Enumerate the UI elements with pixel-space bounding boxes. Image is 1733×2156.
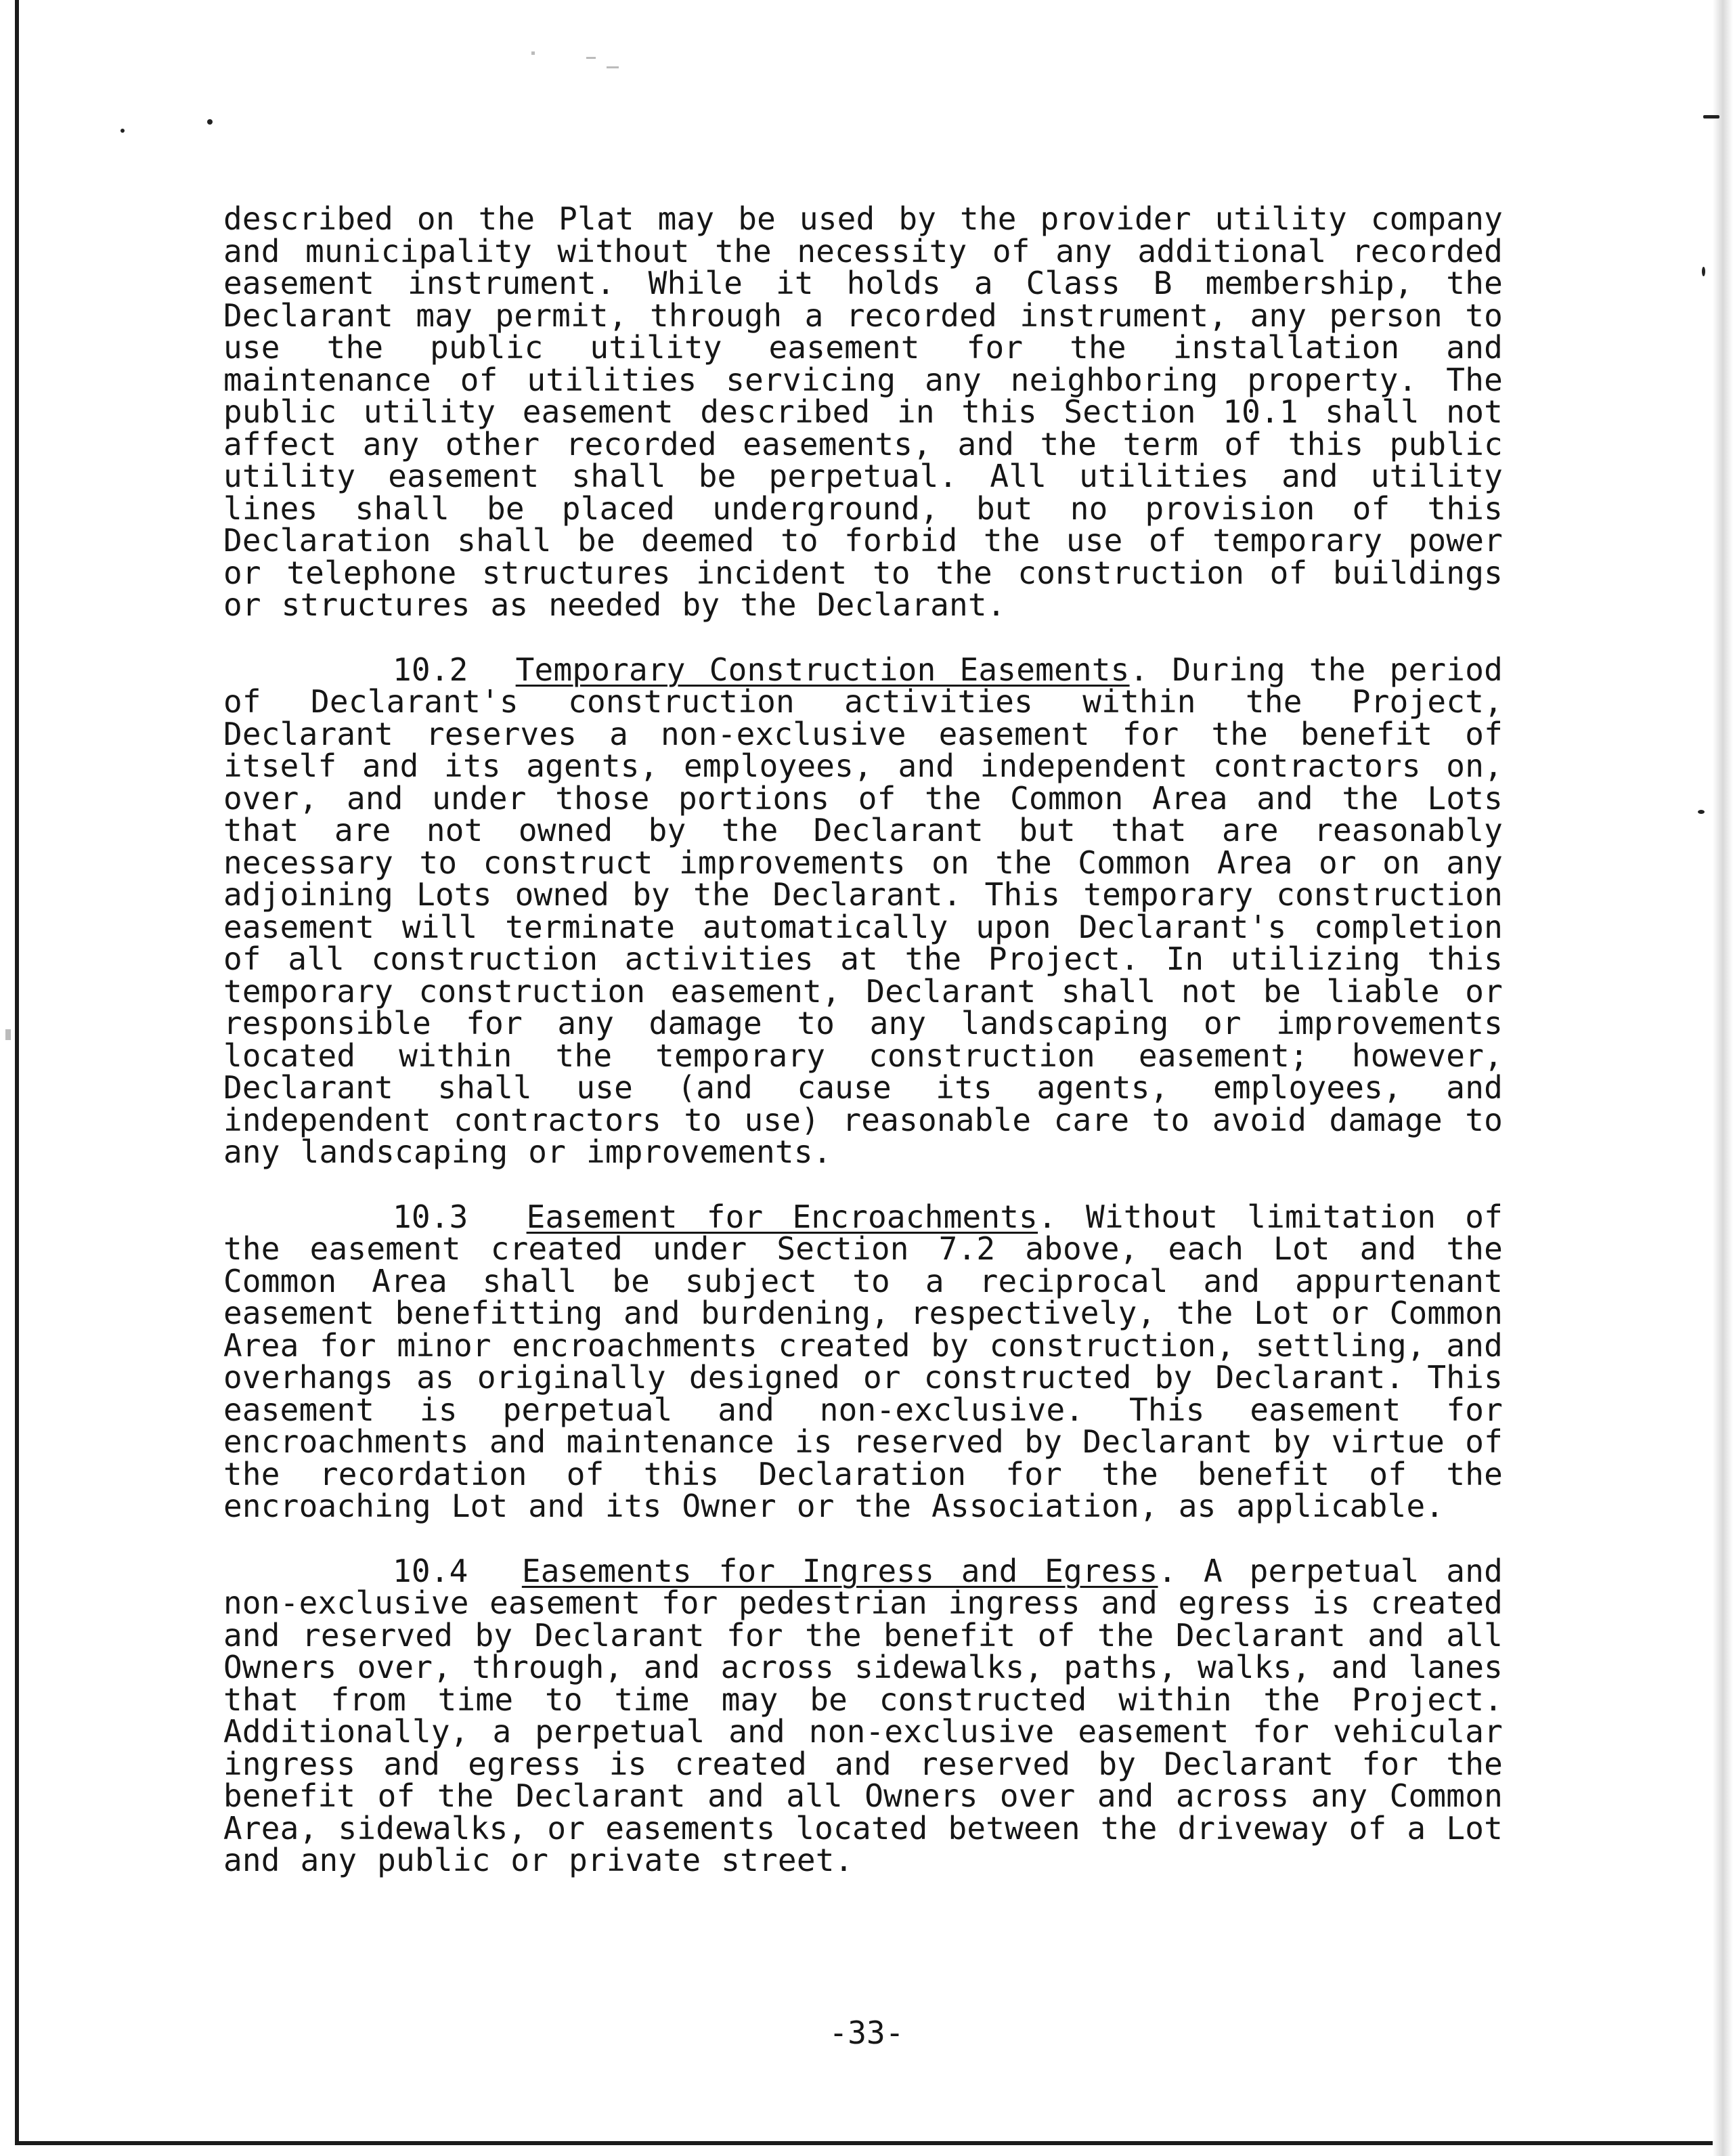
scan-mark xyxy=(586,57,596,59)
section-heading: Easements for Ingress and Egress xyxy=(521,1552,1158,1589)
section-heading: Easement for Encroachments xyxy=(526,1198,1038,1235)
scan-speck xyxy=(1703,115,1719,118)
section-number: 10.4 xyxy=(393,1552,468,1589)
section-number: 10.2 xyxy=(393,651,468,688)
section-10-3 xyxy=(223,1198,1503,1524)
scan-mark xyxy=(607,66,619,68)
section-heading: Temporary Construction Easements xyxy=(515,651,1130,688)
document-page xyxy=(223,200,1503,1878)
section-body: . During the period of Declarant's construction activities within the Project, Declarant reserves a non-exclusive easement for the benefit of itself and its agents, employees, and independent contractors on, over, and under those portions of the Common Area and the Lots that are not owned by the Declarant but that are reasonably necessary to construct improvements on the Common Area or on any adjoining Lots owned by the Declarant. This temporary construction easement will terminate automatically upon Declarant's completion of all construction activities at the Project. In utilizing this temporary construction easement, Declarant shall not be liable or responsible for any damage to any landscaping or improvements located within the temporary construction easement; however, Declarant shall use (and cause its agents, employees, and independent contractors to use) reasonable care to avoid damage to any landscaping or improvements. xyxy=(223,651,1503,1170)
scan-speck xyxy=(207,119,213,125)
page-number: -33- xyxy=(829,2014,904,2051)
intro-paragraph: described on the Plat may be used by the provider utility company and municipality without the necessity of any additional recorded easement instrument. While it holds a Class B membership, the Declarant may permit, through a recorded instrument, any person to use the public utility easement for the installation and maintenance of utilities servicing any neighboring property. The public utility easement described in this Section 10.1 shall not affect any other recorded easements, and the term of this public utility easement shall be perpetual. All utilities and utility lines shall be placed underground, but no provision of this Declaration shall be deemed to forbid the use of temporary power or telephone structures incident to the construction of buildings or structures as needed by the Declarant. xyxy=(223,200,1503,623)
section-number: 10.3 xyxy=(393,1198,468,1235)
section-10-4 xyxy=(223,1552,1503,1878)
scan-mark xyxy=(5,1029,11,1040)
section-10-2 xyxy=(223,651,1503,1170)
scan-speck xyxy=(120,129,125,133)
section-body: . Without limitation of the easement created under Section 7.2 above, each Lot and the Common Area shall be subject to a reciprocal and appurtenant easement benefitting and burdening, respectively, the Lot or Common Area for minor encroachments created by construction, settling, and overhangs as originally designed or constructed by Declarant. This easement is perpetual and non-exclusive. This easement for encroachments and maintenance is reserved by Declarant by virtue of the recordation of this Declaration for the benefit of the encroaching Lot and its Owner or the Association, as applicable. xyxy=(223,1198,1503,1524)
scan-speck xyxy=(1702,267,1705,276)
scan-mark xyxy=(531,51,535,55)
scan-speck xyxy=(1698,810,1705,814)
section-body: . A perpetual and non-exclusive easement for pedestrian ingress and egress is created and reserved by Declarant for the benefit of the Declarant and all Owners over, through, and across sidewalks, paths, walks, and lanes that from time to time may be constructed within the Project. Additionally, a perpetual and non-exclusive easement for vehicular ingress and egress is created and reserved by Declarant for the benefit of the Declarant and all Owners over and across any Common Area, sidewalks, or easements located between the driveway of a Lot and any public or private street. xyxy=(223,1552,1503,1878)
scan-right-edge xyxy=(1713,0,1733,2156)
